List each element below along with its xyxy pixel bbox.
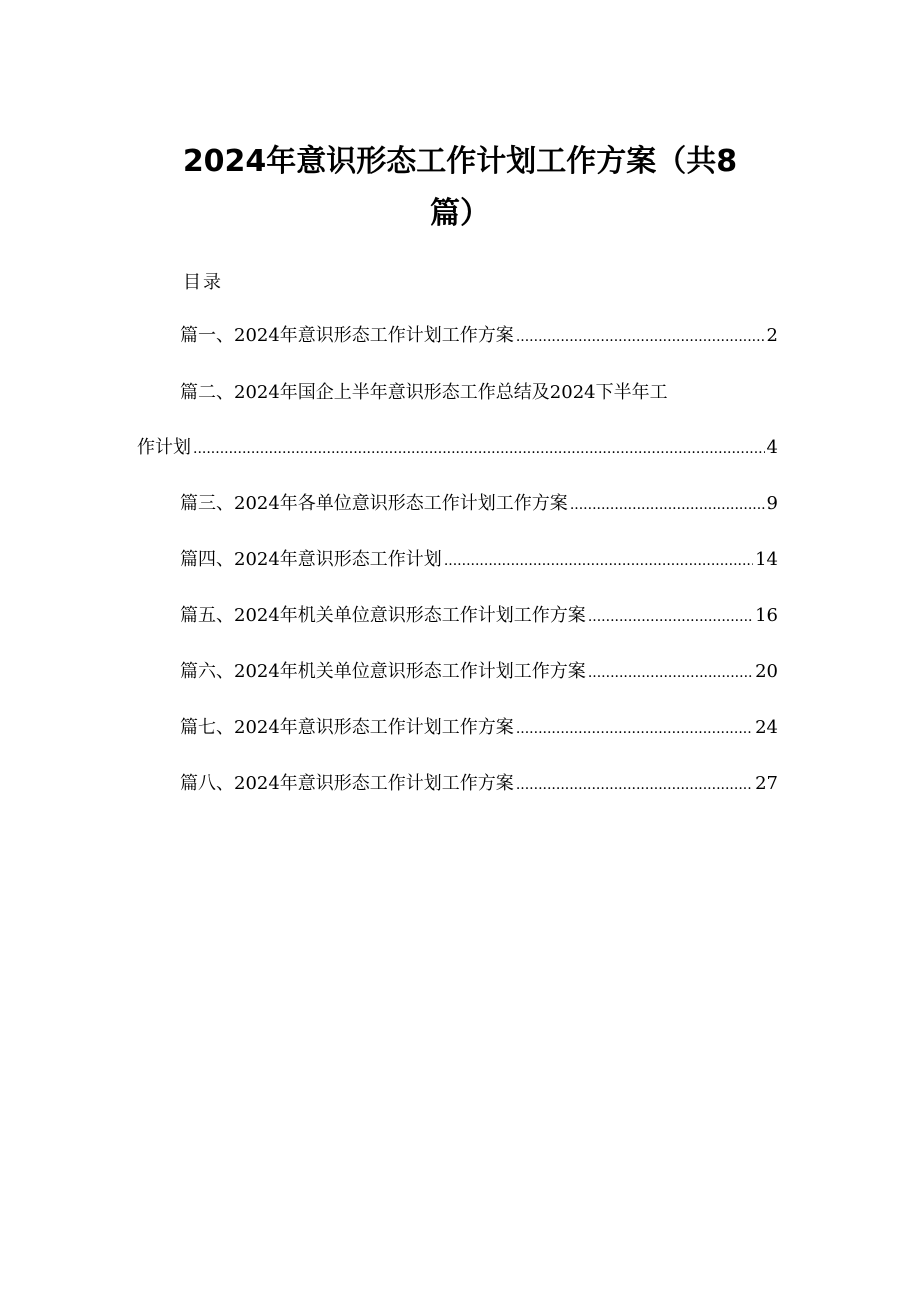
toc-dot-leader [516,771,753,798]
toc-page-number: 4 [766,437,778,458]
toc-entry-8[interactable] [180,771,778,798]
toc-entry-label: 篇四、2024年意识形态工作计划 [180,549,442,570]
toc-dot-leader [588,659,753,686]
title-line-1: 2024年意识形态工作计划工作方案（共8 [182,144,738,179]
toc-dot-leader [193,435,765,462]
toc-page-number: 9 [766,493,778,514]
toc-dot-leader [516,323,765,350]
toc-entry-label: 作计划 [137,437,191,458]
toc-entry-6[interactable] [180,659,778,686]
toc-page-number: 2 [766,325,778,346]
toc-entry-3[interactable] [180,491,778,518]
toc-page-number: 24 [755,717,778,738]
title-line-2: 篇） [430,196,490,231]
toc-entry-1[interactable] [180,323,778,350]
toc-entry-label: 篇七、2024年意识形态工作计划工作方案 [180,717,514,738]
toc-page-number: 16 [755,605,778,626]
toc-dot-leader [588,603,753,630]
toc-dot-leader [570,491,765,518]
toc-entry-label: 篇一、2024年意识形态工作计划工作方案 [180,325,514,346]
toc-entry-label: 篇三、2024年各单位意识形态工作计划工作方案 [180,493,568,514]
toc-page-number: 14 [755,549,778,570]
toc-entry-label: 篇八、2024年意识形态工作计划工作方案 [180,773,514,794]
toc-entry-5[interactable] [180,603,778,630]
toc-entry-2[interactable] [137,435,778,462]
toc-entry-7[interactable] [180,715,778,742]
toc-dot-leader [516,715,753,742]
toc-page-number: 27 [755,773,778,794]
document-title [140,136,780,240]
toc-entry-2-line-1[interactable]: 篇二、2024年国企上半年意识形态工作总结及2024下半年工 [180,382,668,403]
toc-dot-leader [444,547,753,574]
toc-heading: 目录 [183,272,223,293]
toc-page-number: 20 [755,661,778,682]
toc-entry-4[interactable] [180,547,778,574]
toc-entry-label: 篇六、2024年机关单位意识形态工作计划工作方案 [180,661,586,682]
toc-entry-label: 篇五、2024年机关单位意识形态工作计划工作方案 [180,605,586,626]
